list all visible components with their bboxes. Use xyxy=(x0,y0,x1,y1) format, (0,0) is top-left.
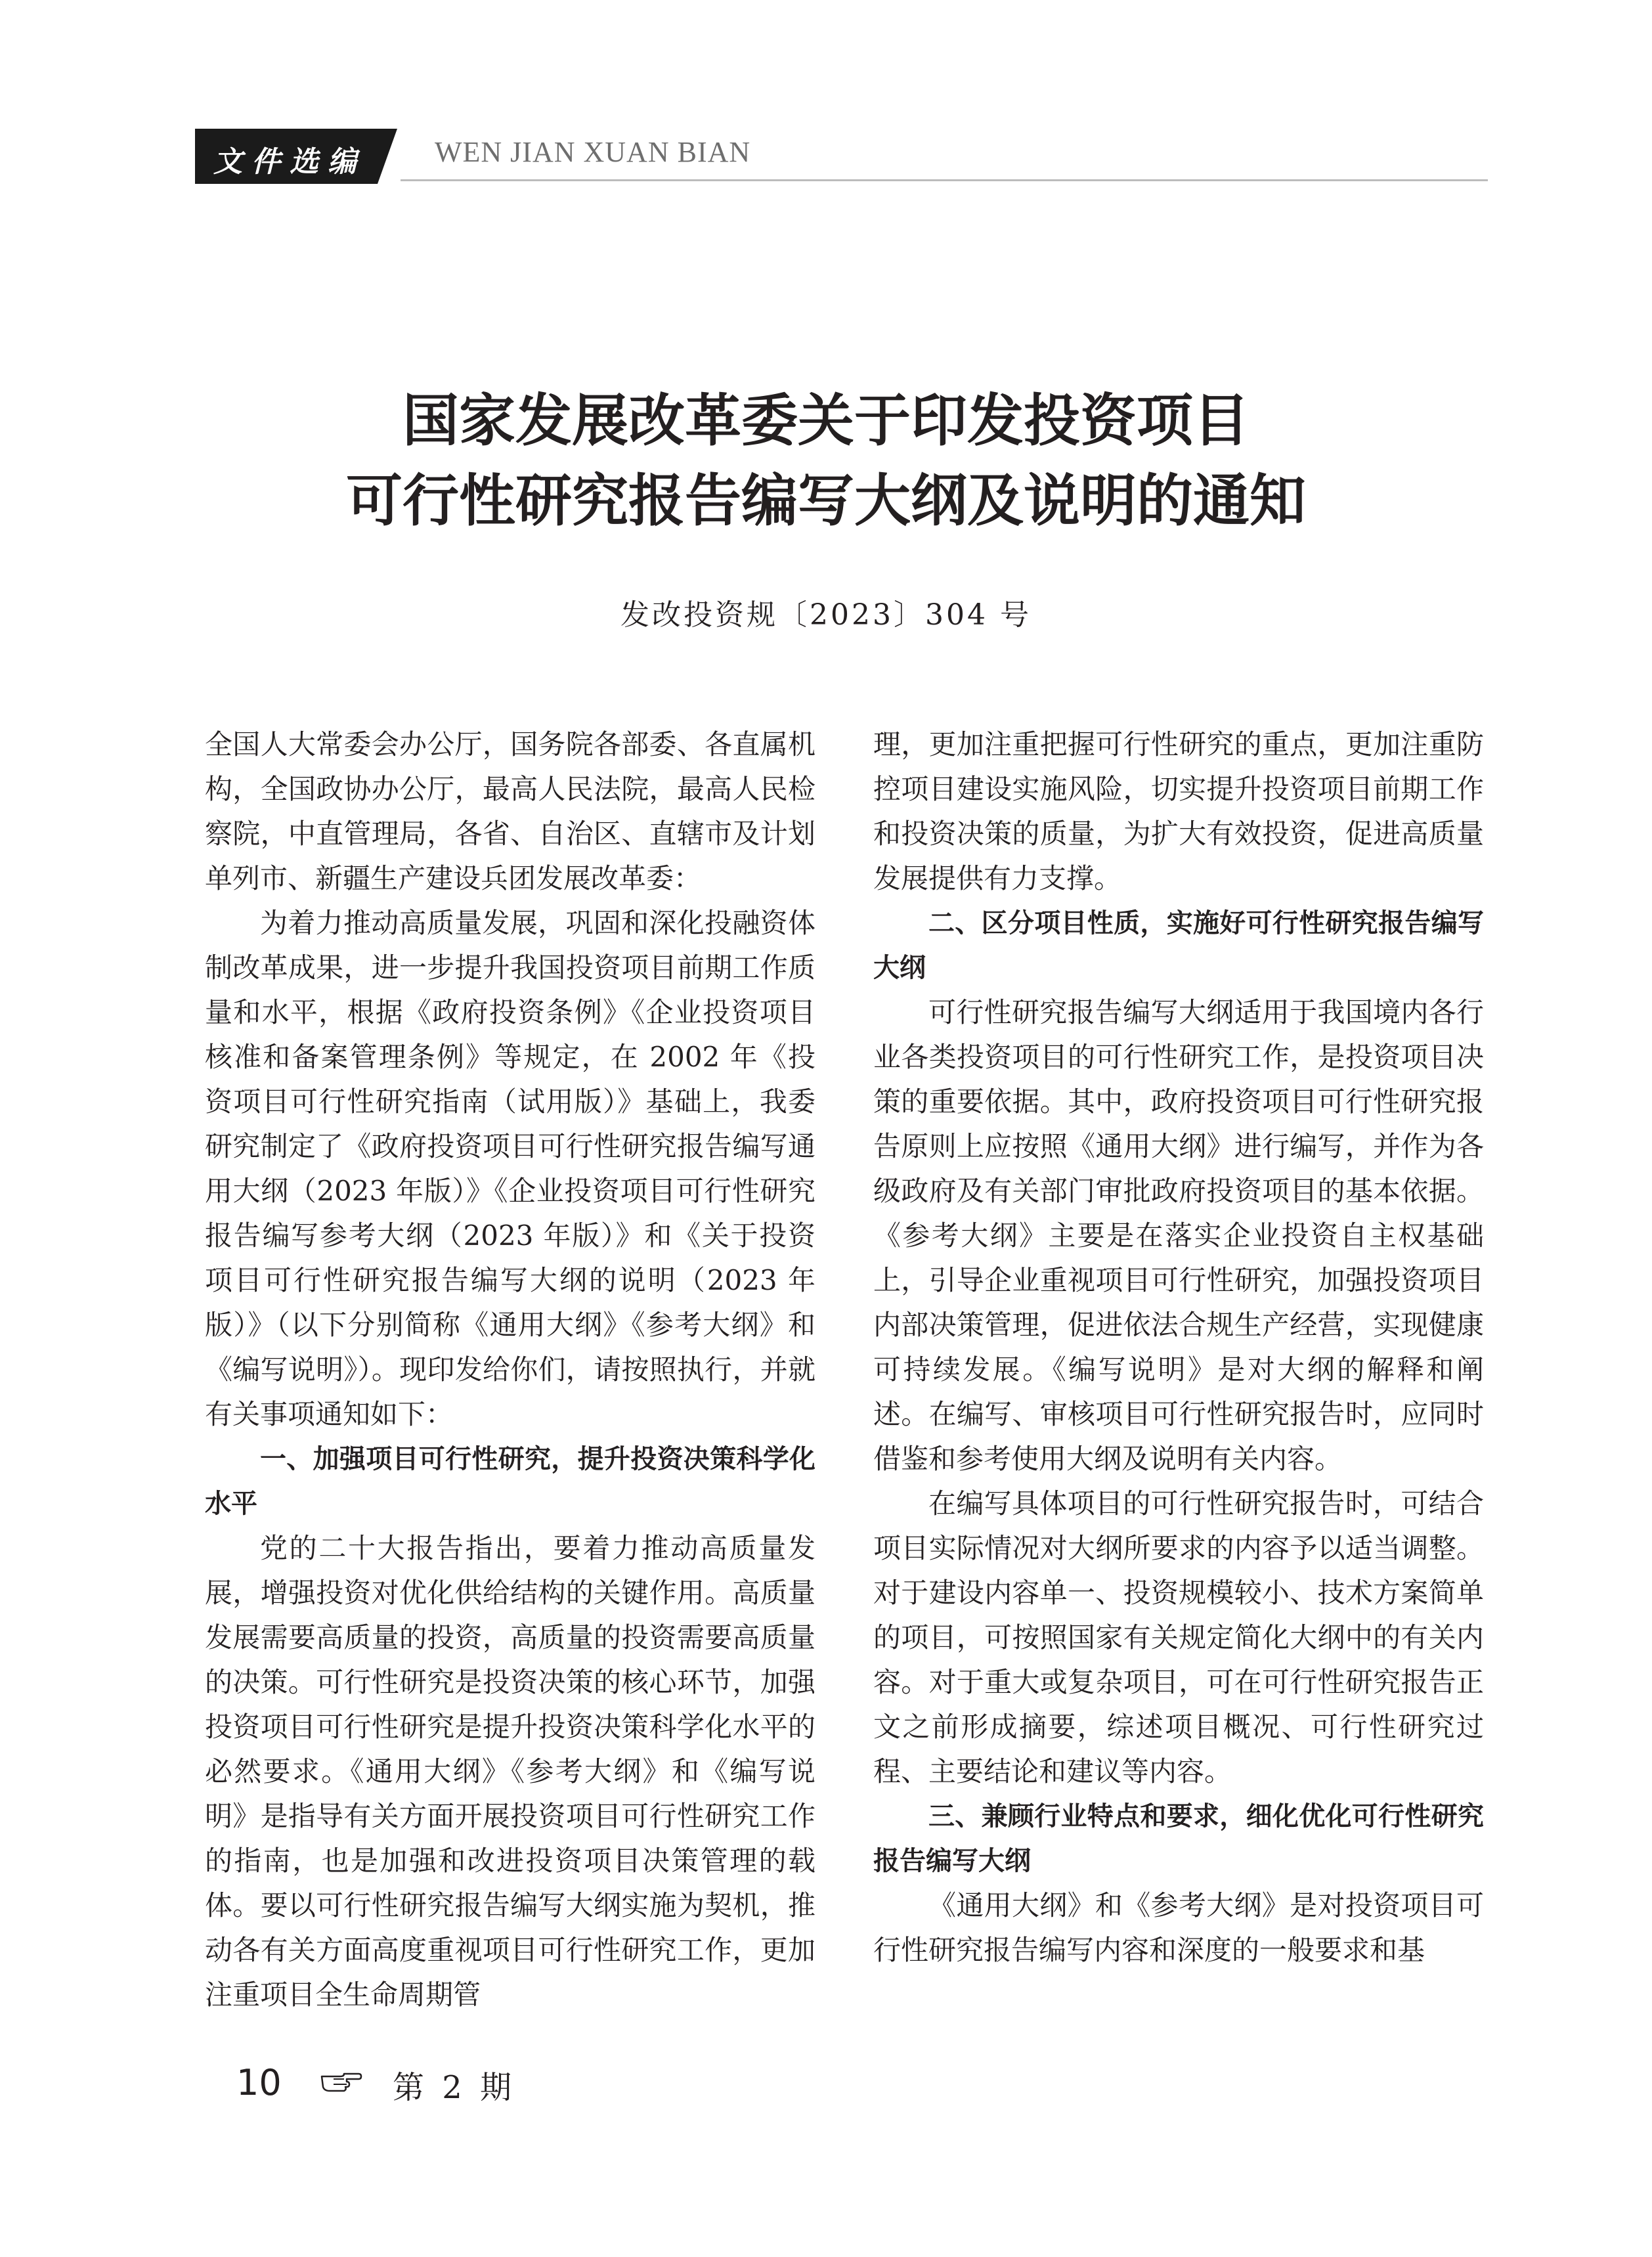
continued-paragraph: 理，更加注重把握可行性研究的重点，更加注重防控项目建设实施风险，切实提升投资项目前期工作和投资决策的质量，为扩大有效投资，促进高质量发展提供有力支撑。 xyxy=(873,728,1484,894)
section-3-paragraph: 《通用大纲》和《参考大纲》是对投资项目可行性研究报告编写内容和深度的一般要求和基 xyxy=(873,1889,1484,1966)
section-heading-3: 三、兼顾行业特点和要求，细化优化可行性研究报告编写大纲 xyxy=(873,1801,1484,1876)
document-number: 发改投资规〔2023〕304 号 xyxy=(620,598,1032,632)
section-name-english: WEN JIAN XUAN BIAN xyxy=(435,136,751,168)
section-2-paragraph-1: 可行性研究报告编写大纲适用于我国境内各行业各类投资项目的可行性研究工作，是投资项目决策的重要依据。其中，政府投资项目可行性研究报告原则上应按照《通用大纲》进行编写，并作为各级政府及有关部门审批政府投资项目的基本依据。《参考大纲》主要是在落实企业投资自主权基础上，引导企业重视项目可行性研究，加强投资项目内部决策管理，促进依法合规生产经营，实现健康可持续发展。《编写说明》是对大纲的解释和阐述。在编写、审核项目可行性研究报告时，应同时借鉴和参考使用大纲及说明有关内容。 xyxy=(873,996,1484,1475)
header-rule xyxy=(401,179,1488,181)
section-2-paragraph-2: 在编写具体项目的可行性研究报告时，可结合项目实际情况对大纲所要求的内容予以适当调整。对于建设内容单一、投资规模较小、技术方案简单的项目，可按照国家有关规定简化大纲中的有关内容。对于重大或复杂项目，可在可行性研究报告正文之前形成摘要，综述项目概况、可行性研究过程、主要结论和建议等内容。 xyxy=(873,1487,1484,1787)
section-1-paragraph: 党的二十大报告指出，要着力推动高质量发展，增强投资对优化供给结构的关键作用。高质量发展需要高质量的投资，高质量的投资需要高质量的决策。可行性研究是投资决策的核心环节，加强投资项目可行性研究是提升投资决策科学化水平的必然要求。《通用大纲》《参考大纲》和《编写说明》是指导有关方面开展投资项目可行性研究工作的指南，也是加强和改进投资项目决策管理的载体。要以可行性研究报告编写大纲实施为契机，推动各有关方面高度重视项目可行性研究工作，更加注重项目全生命周期管 xyxy=(205,1532,815,2011)
section-tag-label: 文件选编 xyxy=(213,145,366,179)
left-column xyxy=(205,722,815,2017)
section-heading-2: 二、区分项目性质，实施好可行性研究报告编写大纲 xyxy=(873,908,1484,983)
issue-number: 第 2 期 xyxy=(393,2069,516,2106)
section-tag xyxy=(195,129,378,184)
salutation-paragraph: 全国人大常委会办公厅，国务院各部委、各直属机构，全国政协办公厅，最高人民法院，最高人民检察院，中直管理局，各省、自治区、直辖市及计划单列市、新疆生产建设兵团发展改革委： xyxy=(205,728,815,894)
section-heading-1: 一、加强项目可行性研究，提升投资决策科学化水平 xyxy=(205,1444,815,1519)
article-title-line-2: 可行性研究报告编写大纲及说明的通知 xyxy=(346,468,1306,534)
page-number: 10 xyxy=(236,2062,282,2103)
pointing-hand-icon xyxy=(320,2067,362,2093)
article-title xyxy=(0,381,1652,541)
intro-paragraph: 为着力推动高质量发展，巩固和深化投融资体制改革成果，进一步提升我国投资项目前期工作质量和水平，根据《政府投资条例》《企业投资项目核准和备案管理条例》等规定，在 2002 年《投资项目可行性研究指南（试用版）》基础上，我委研究制定了《政府投资项目可行性研究报告编写通用大纲（2023 年版）》《企业投资项目可行性研究报告编写参考大纲（2023 年版）》和《关于投资项目可行性研究报告编写大纲的说明（2023 年版）》（以下分别简称《通用大纲》《参考大纲》和《编写说明》）。现印发给你们，请按照执行，并就有关事项通知如下： xyxy=(205,907,815,1430)
article-title-line-1: 国家发展改革委关于印发投资项目 xyxy=(402,387,1250,454)
right-column xyxy=(873,722,1484,1973)
